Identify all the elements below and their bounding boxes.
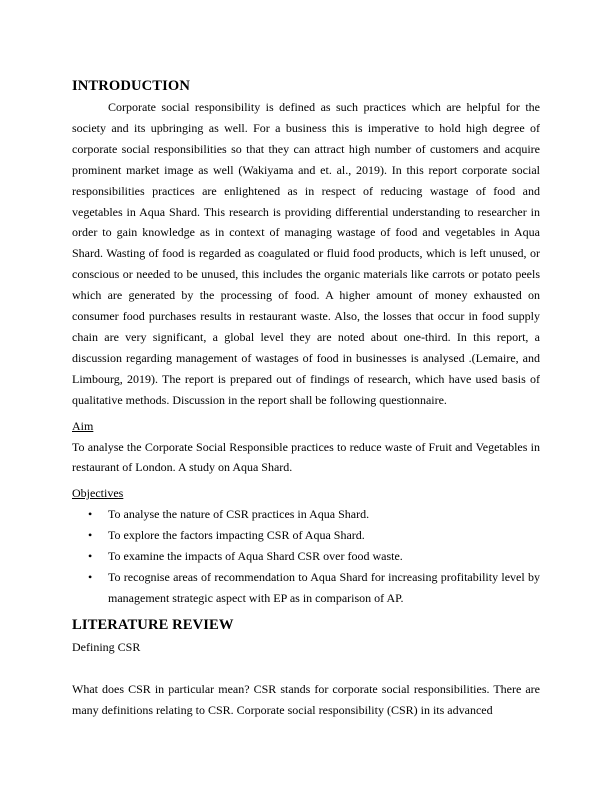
literature-review-heading: LITERATURE REVIEW: [72, 616, 234, 633]
aim-heading: Aim: [72, 418, 94, 433]
introduction-heading: INTRODUCTION: [72, 78, 190, 94]
objective-text: To explore the factors impacting CSR of Aqua Shard.: [108, 528, 365, 543]
defining-csr-subheading: Defining CSR: [72, 639, 141, 654]
objective-text: To analyse the nature of CSR practices in Aqua Shard.: [108, 507, 370, 522]
objective-item: [72, 546, 540, 567]
introduction-paragraph: Corporate social responsibility is defined as such practices which are helpful for the society and its upbringing as well. For a business this is imperative to hold high degree of corporate social responsibilities so that they can attract high number of customers and acquire prominent market image as well (Wakiyama and et. al., 2019). In this report corporate social responsibilities practices are enlightened as in respect of reducing wastage of food and vegetables in Aqua Shard. This research is providing differential understanding to researcher in order to gain knowledge as in context of managing wastage of food and vegetables in Aqua Shard. Wasting of food is regarded as coagulated or fluid food products, which is left unused, or conscious or needed to be unused, this includes the organic materials like carrots or potato peels which are generated by the processing of food. A higher amount of money exhausted on consumer food purchases results in restaurant waste. Also, the losses that occur in food supply chain are very significant, a global level they are noted about one-third. In this report, a discussion regarding management of wastages of food in businesses is analysed .(Lemaire, and Limbourg, 2019). The report is prepared out of findings of research, which have used basis of qualitative methods. Discussion in the report shall be following questionnaire.: [72, 100, 540, 407]
objectives-list: [72, 504, 540, 609]
bullet-icon: •: [88, 528, 93, 543]
aim-text: To analyse the Corporate Social Responsible practices to reduce waste of Fruit and Vegetables in restaurant of London. A study on Aqua Shard.: [72, 439, 540, 475]
objective-text: To recognise areas of recommendation to Aqua Shard for increasing profitability level by management strategic aspect with EP as in comparison of AP.: [108, 569, 540, 605]
bullet-icon: •: [88, 569, 93, 584]
objectives-heading: Objectives: [72, 486, 124, 501]
bullet-icon: •: [88, 507, 93, 522]
bullet-icon: •: [88, 549, 93, 564]
objective-item: [72, 504, 540, 525]
objective-text: To examine the impacts of Aqua Shard CSR over food waste.: [108, 549, 403, 564]
objective-item: [72, 525, 540, 546]
document-page: [72, 76, 540, 720]
objective-item: [72, 567, 540, 609]
literature-review-paragraph: What does CSR in particular mean? CSR stands for corporate social responsibilities. There are many definitions relating to CSR. Corporate social responsibility (CSR) in its advanced: [72, 681, 540, 717]
